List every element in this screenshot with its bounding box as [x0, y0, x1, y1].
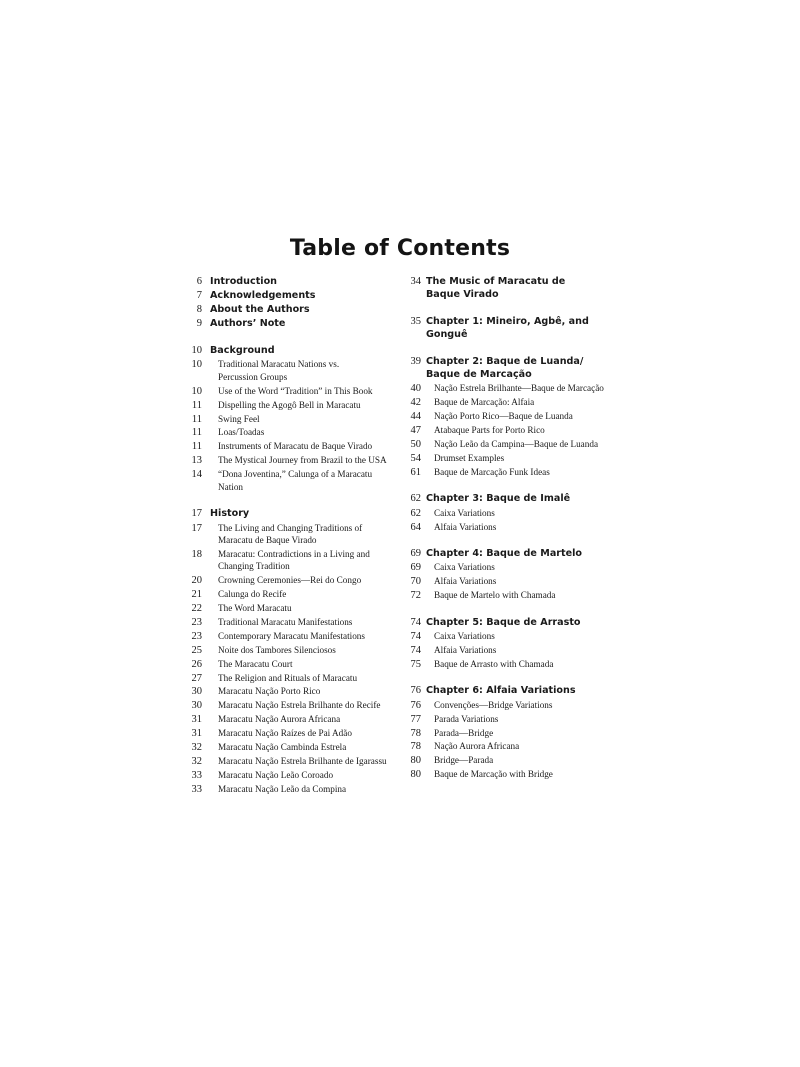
page-number: 33 [191, 769, 202, 781]
entry-title: Caixa Variations [434, 631, 495, 642]
entry-title: Calunga do Recife [218, 589, 287, 600]
toc-subentry [396, 521, 618, 534]
entry-title-line: “Dona Joventina,” Calunga of a Maracatu [218, 469, 373, 480]
toc-subentry [180, 630, 400, 643]
chapter-title-line: Baque de Marcação [426, 369, 532, 380]
toc-entry-about-authors [180, 303, 400, 316]
entry-title: The Mystical Journey from Brazil to the USA [218, 455, 387, 466]
page-number: 23 [191, 616, 202, 628]
entry-title: Baque de Marcação: Alfaia [434, 397, 535, 408]
page-number: 80 [410, 769, 421, 781]
page-number: 39 [410, 356, 421, 367]
toc-section-history [180, 507, 400, 520]
entry-title: Nação Estrela Brilhante—Baque de Marcação [434, 383, 604, 394]
toc-subentry [396, 396, 618, 409]
page-number: 54 [410, 452, 421, 464]
toc-subentry [180, 672, 400, 685]
entry-title: Parada—Bridge [434, 727, 494, 738]
page-number: 23 [191, 630, 202, 642]
entry-title: Caixa Variations [434, 562, 495, 573]
entry-title: Use of the Word “Tradition” in This Book [218, 385, 373, 396]
toc-subentry [180, 616, 400, 629]
entry-title: The Maracatu Court [218, 658, 293, 669]
page-number: 78 [410, 727, 421, 739]
entry-title-line: Changing Tradition [218, 561, 290, 572]
page-number: 62 [410, 507, 421, 519]
entry-title-line: Nation [218, 481, 244, 492]
page-number: 33 [191, 783, 202, 795]
page-number: 34 [410, 276, 421, 287]
toc-section-music [396, 275, 618, 301]
entry-title: Alfaia Variations [434, 576, 497, 587]
entry-title: Maracatu Nação Estrela Brilhante do Recife [218, 700, 381, 711]
toc-subentry [396, 754, 618, 767]
page-number: 30 [191, 686, 202, 698]
page-number: 70 [410, 576, 421, 588]
page-number: 10 [191, 345, 202, 356]
toc-subentry [180, 468, 400, 493]
toc-subentry [396, 507, 618, 520]
entry-title: Acknowledgements [210, 290, 316, 301]
entry-title: The Religion and Rituals of Maracatu [218, 672, 358, 683]
toc-subentry [180, 727, 400, 740]
entry-title: Baque de Martelo with Chamada [434, 590, 556, 601]
entry-title: Loas/Toadas [218, 427, 265, 438]
toc-subentry [396, 424, 618, 437]
entry-title: About the Authors [210, 304, 310, 315]
section-title: Background [210, 345, 275, 356]
entry-title: Nação Aurora Africana [434, 741, 520, 752]
page-number: 21 [191, 589, 202, 601]
page-number: 10 [191, 385, 202, 397]
page-number: 62 [410, 493, 421, 505]
page-number: 30 [191, 700, 202, 712]
page-number: 17 [191, 508, 202, 520]
page-number: 8 [196, 304, 202, 315]
toc-section-background [180, 344, 400, 357]
entry-title: Caixa Variations [434, 507, 495, 518]
section-title-line: The Music of Maracatu de [426, 276, 566, 287]
toc-subentry [396, 630, 618, 643]
page-number: 25 [191, 644, 202, 656]
page-number: 18 [191, 548, 202, 560]
page-number: 74 [410, 616, 421, 628]
page-title: Table of Contents [289, 236, 511, 261]
entry-title: Parada Variations [434, 713, 499, 724]
toc-subentry [396, 561, 618, 574]
page-number: 32 [191, 741, 202, 753]
toc-subentry [180, 548, 400, 573]
toc-entry-acknowledgements [180, 289, 400, 302]
toc-subentry [180, 755, 400, 768]
entry-title: Drumset Examples [434, 452, 505, 463]
page-number: 47 [410, 425, 421, 437]
entry-title: Alfaia Variations [434, 644, 497, 655]
toc-subentry [396, 727, 618, 740]
toc-chapter-6 [396, 684, 618, 697]
chapter-title: Chapter 6: Alfaia Variations [426, 685, 576, 697]
toc-subentry [396, 699, 618, 712]
entry-title-line: Percussion Groups [218, 371, 288, 382]
toc-subentry [396, 575, 618, 588]
toc-subentry [396, 713, 618, 726]
entry-title: Atabaque Parts for Porto Rico [434, 425, 545, 436]
page-number: 20 [191, 575, 202, 587]
entry-title: Nação Porto Rico—Baque de Luanda [434, 411, 573, 422]
page-number: 64 [410, 521, 421, 533]
toc-chapter-2 [396, 355, 618, 381]
toc-subentry [180, 522, 400, 547]
section-title-line: Baque Virado [426, 289, 499, 300]
page-number: 13 [191, 455, 202, 467]
page-number: 35 [410, 316, 421, 327]
section-title: History [210, 508, 250, 520]
entry-title: Maracatu Nação Estrela Brilhante de Igarassu [218, 755, 387, 766]
toc-subentry [396, 438, 618, 451]
entry-title: Noite dos Tambores Silenciosos [218, 644, 336, 655]
page-number: 69 [410, 562, 421, 574]
entry-title [202, 548, 400, 573]
toc-entry-authors-note [180, 317, 400, 330]
entry-title: Bridge—Parada [434, 755, 494, 766]
page-number: 31 [191, 728, 202, 740]
page-number: 22 [191, 603, 202, 615]
toc-subentry [180, 385, 400, 398]
page-number: 26 [191, 658, 202, 670]
entry-title: Baque de Marcação Funk Ideas [434, 466, 550, 477]
page-number: 74 [410, 644, 421, 656]
chapter-title: Chapter 5: Baque de Arrasto [426, 616, 581, 628]
page-number: 11 [191, 441, 202, 453]
toc-subentry [180, 588, 400, 601]
toc-subentry [396, 410, 618, 423]
entry-title: Maracatu Nação Porto Rico [218, 686, 321, 697]
entry-title: Nação Leão da Campina—Baque de Luanda [434, 438, 599, 449]
entry-title: Maracatu Nação Leão da Compina [218, 783, 347, 794]
entry-title-line: Traditional Maracatu Nations vs. [218, 359, 340, 370]
chapter-title: Chapter 1: Mineiro, Agbê, and Gonguê [426, 316, 589, 340]
toc-subentry [396, 382, 618, 395]
chapter-title [421, 355, 618, 381]
chapter-title-line: Chapter 2: Baque de Luanda/ [426, 356, 584, 367]
page-number: 78 [410, 741, 421, 753]
toc-subentry [180, 713, 400, 726]
toc-subentry [180, 783, 400, 796]
page-number: 11 [191, 413, 202, 425]
page-number: 72 [410, 590, 421, 602]
entry-title: Maracatu Nação Raízes de Pai Adão [218, 728, 352, 739]
entry-title: Introduction [210, 276, 277, 287]
page-number: 77 [410, 713, 421, 725]
page-number: 61 [410, 466, 421, 478]
page-number: 50 [410, 438, 421, 450]
toc-subentry [180, 399, 400, 412]
toc-chapter-3 [396, 492, 618, 505]
toc-entry-introduction [180, 275, 400, 288]
toc-subentry [180, 358, 400, 383]
toc-subentry [180, 685, 400, 698]
page-number: 42 [410, 397, 421, 409]
toc-subentry [180, 574, 400, 587]
entry-title: The Word Maracatu [218, 603, 292, 614]
page-number: 17 [191, 522, 202, 534]
toc-subentry [180, 769, 400, 782]
entry-title [202, 358, 400, 383]
page-number: 69 [410, 548, 421, 560]
entry-title: Dispelling the Agogô Bell in Maracatu [218, 399, 361, 410]
toc-chapter-4 [396, 547, 618, 560]
page-number: 27 [191, 672, 202, 684]
toc-subentry [180, 440, 400, 453]
toc-subentry [180, 741, 400, 754]
entry-title-line: Maracatu: Contradictions in a Living and [218, 548, 370, 559]
page-number: 74 [410, 631, 421, 643]
toc-subentry [180, 644, 400, 657]
page-number: 11 [191, 427, 202, 439]
chapter-title: Chapter 3: Baque de Imalê [426, 493, 571, 505]
entry-title: Traditional Maracatu Manifestations [218, 616, 353, 627]
entry-title: Contemporary Maracatu Manifestations [218, 630, 365, 641]
entry-title: Maracatu Nação Leão Coroado [218, 769, 334, 780]
entry-title: Authors’ Note [210, 318, 286, 329]
toc-subentry [180, 699, 400, 712]
page-number: 10 [191, 359, 202, 371]
page-number: 11 [191, 399, 202, 411]
entry-title-line: Maracatu de Baque Virado [218, 535, 317, 546]
toc-column-right [396, 274, 618, 781]
page-number: 75 [410, 658, 421, 670]
page-number: 32 [191, 755, 202, 767]
entry-title: Crowning Ceremonies—Rei do Congo [218, 575, 362, 586]
toc-chapter-1 [396, 315, 618, 341]
toc-subentry [396, 466, 618, 479]
toc-subentry [180, 426, 400, 439]
toc-chapter-5 [396, 616, 618, 629]
page-number: 7 [196, 290, 202, 301]
toc-subentry [180, 658, 400, 671]
page-number: 76 [410, 685, 421, 697]
entry-title [202, 522, 400, 547]
entry-title: Convenções—Bridge Variations [434, 699, 553, 710]
toc-subentry [396, 658, 618, 671]
toc-subentry [396, 452, 618, 465]
toc-subentry [396, 768, 618, 781]
entry-title: Maracatu Nação Cambinda Estrela [218, 741, 347, 752]
entry-title: Baque de Marcação with Bridge [434, 769, 553, 780]
page-number: 14 [191, 469, 202, 481]
page-number: 31 [191, 714, 202, 726]
page-number: 76 [410, 699, 421, 711]
toc-subentry [396, 644, 618, 657]
page-number: 80 [410, 755, 421, 767]
toc-column-left [180, 274, 400, 795]
entry-title: Instruments of Maracatu de Baque Virado [218, 441, 373, 452]
toc-subentry [396, 740, 618, 753]
entry-title: Baque de Arrasto with Chamada [434, 658, 554, 669]
toc-subentry [396, 589, 618, 602]
chapter-title: Chapter 4: Baque de Martelo [426, 548, 582, 560]
entry-title: Swing Feel [218, 413, 260, 424]
entry-title [202, 468, 400, 493]
page-number: 9 [196, 318, 202, 329]
toc-subentry [180, 602, 400, 615]
page-number: 6 [196, 276, 202, 287]
page-number: 44 [410, 411, 421, 423]
page-number: 40 [410, 383, 421, 395]
entry-title: Alfaia Variations [434, 521, 497, 532]
toc-subentry [180, 413, 400, 426]
section-title [421, 275, 618, 301]
toc-subentry [180, 454, 400, 467]
entry-title: Maracatu Nação Aurora Africana [218, 714, 341, 725]
entry-title-line: The Living and Changing Traditions of [218, 522, 363, 533]
